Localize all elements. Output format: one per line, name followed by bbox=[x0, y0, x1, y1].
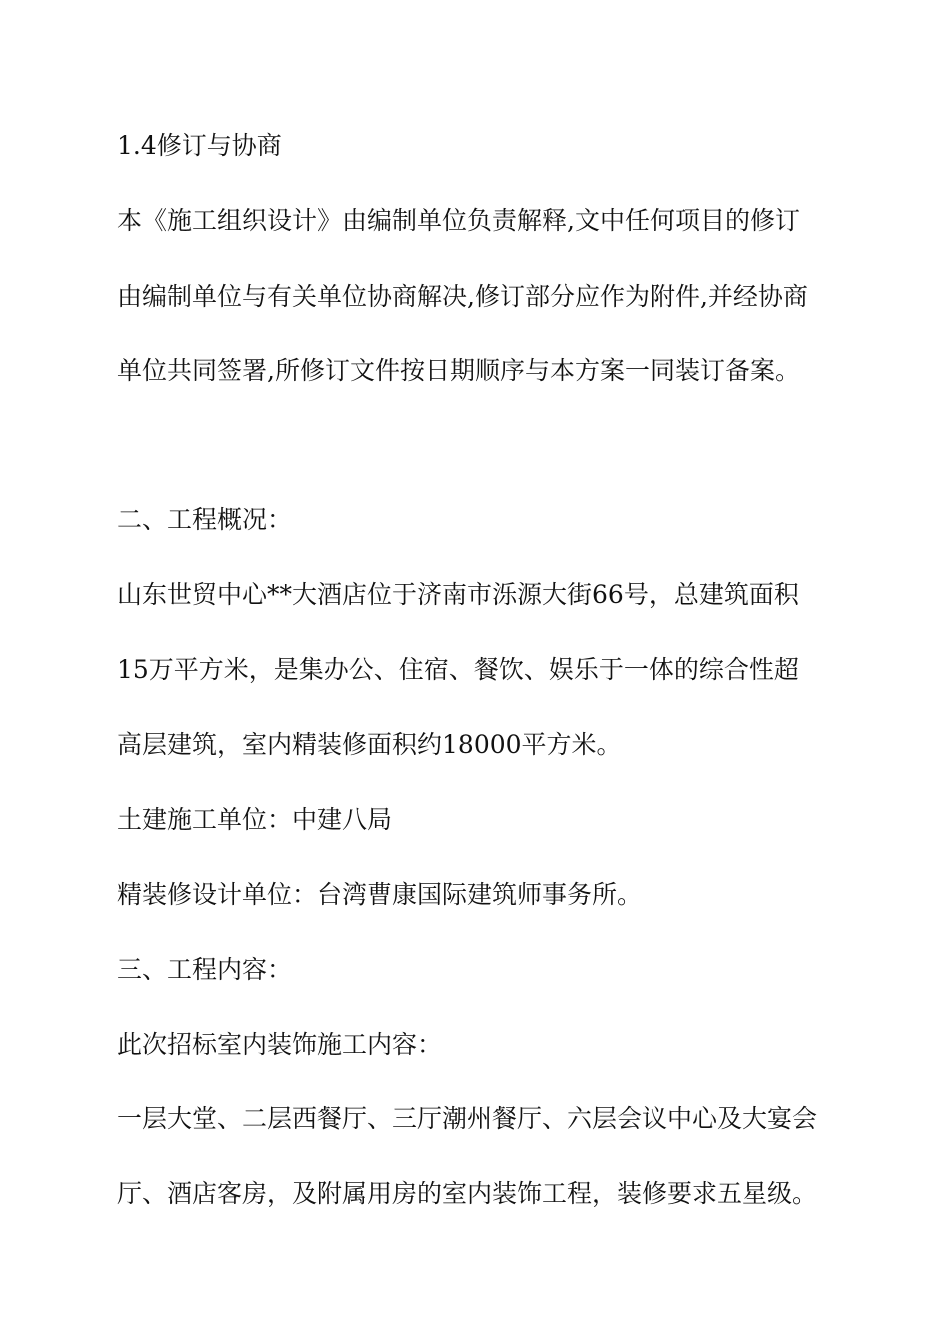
section-1-4-paragraph-line: 本《施工组织设计》由编制单位负责解释,文中任何项目的修订 bbox=[117, 206, 800, 235]
section-3-heading: 三、工程内容： bbox=[117, 955, 293, 984]
section-1-4-paragraph-line: 单位共同签署,所修订文件按日期顺序与本方案一同装订备案。 bbox=[117, 356, 800, 385]
civil-contractor-line: 土建施工单位：中建八局 bbox=[117, 805, 393, 834]
section-3-intro: 此次招标室内装饰施工内容： bbox=[117, 1030, 443, 1059]
section-1-4-heading: 1.4修订与协商 bbox=[117, 131, 282, 160]
section-1-4-paragraph-line: 由编制单位与有关单位协商解决,修订部分应作为附件,并经协商 bbox=[117, 282, 808, 311]
design-unit-line: 精装修设计单位：台湾曹康国际建筑师事务所。 bbox=[117, 880, 643, 909]
section-2-paragraph-line: 山东世贸中心**大酒店位于济南市泺源大街66号，总建筑面积 bbox=[117, 580, 799, 609]
section-3-paragraph-line: 厅、酒店客房，及附属用房的室内装饰工程，装修要求五星级。 bbox=[117, 1179, 818, 1208]
section-2-heading: 二、工程概况： bbox=[117, 505, 293, 534]
section-2-paragraph-line: 高层建筑，室内精装修面积约18000平方米。 bbox=[117, 730, 622, 759]
section-2-paragraph-line: 15万平方米，是集办公、住宿、餐饮、娱乐于一体的综合性超 bbox=[117, 655, 799, 684]
section-3-paragraph-line: 一层大堂、二层西餐厅、三厅潮州餐厅、六层会议中心及大宴会 bbox=[117, 1104, 818, 1133]
